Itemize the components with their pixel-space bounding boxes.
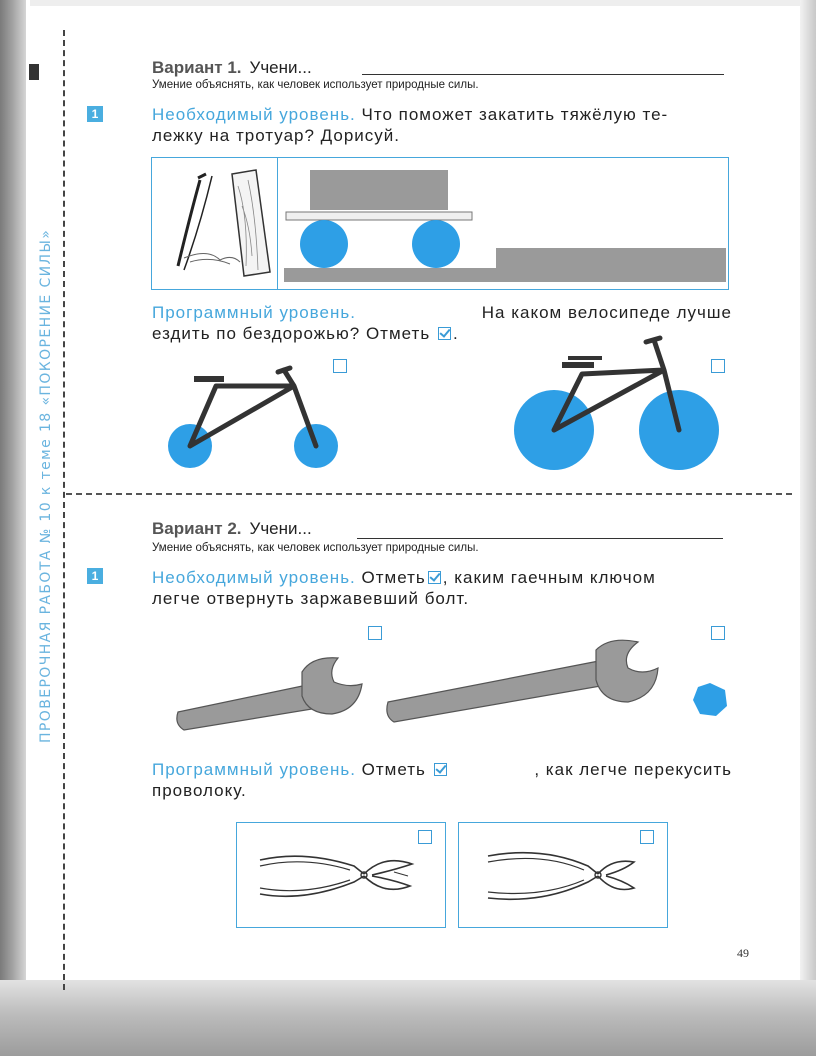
variant1-name-line: [362, 74, 724, 75]
variant1-task1-line2: лежку на тротуар? Дорисуй.: [152, 126, 400, 145]
variant1-task2-line1: На каком велосипеде лучше: [481, 303, 732, 322]
binder-mark: [29, 64, 39, 80]
variant2-heading: [152, 519, 312, 539]
check-mark-icon: [438, 327, 451, 340]
variant1-skill: Умение объяснять, как человек использует природные силы.: [152, 78, 479, 92]
variant2-task1-line2: легче отвернуть заржавевший болт.: [152, 589, 470, 608]
variant2-task2-line1b: , как легче перекусить: [534, 760, 732, 779]
fold-line: [66, 493, 792, 495]
check-mark-icon: [428, 571, 441, 584]
variant2-task2-line1a: Отметь: [361, 760, 426, 779]
pliers-long-jaw-icon: [254, 846, 424, 906]
variant1-task2-line2a: ездить по бездорожью? Отметь: [152, 324, 431, 343]
cart-on-wheels-drawing: [282, 166, 728, 284]
variant2-task1-level: Необходимый уровень.: [152, 568, 356, 587]
page-number: 49: [737, 946, 749, 960]
variant2-task-number: 1: [87, 568, 103, 584]
cut-line: [63, 30, 65, 990]
pliers-short-jaw-icon: [482, 846, 652, 906]
variant1-heading: [152, 58, 312, 78]
long-wrench-checkbox[interactable]: [711, 626, 725, 640]
variant2-task2-text: [152, 759, 732, 801]
variant1-pupil: Учени...: [249, 58, 312, 77]
variant2-task2-level: Программный уровень.: [152, 760, 356, 779]
small-wheel-bicycle-drawing: [166, 362, 346, 472]
scan-edge-top: [30, 0, 800, 6]
variant2-pupil: Учени...: [249, 519, 312, 538]
variant1-task2-line2b: .: [452, 324, 459, 343]
short-wrench-drawing: [172, 652, 372, 732]
variant2-name-line: [357, 538, 723, 539]
check-mark-icon: [434, 763, 447, 776]
variant2-label: Вариант 2.: [152, 519, 242, 538]
variant2-task1-text: [152, 567, 732, 609]
scan-edge-right: [800, 0, 816, 990]
bolt-hex-icon: [692, 682, 728, 718]
variant2-task1-line1b: , каким гаечным ключом: [442, 568, 656, 587]
long-wrench-drawing: [384, 640, 674, 730]
pliers-right-checkbox[interactable]: [640, 830, 654, 844]
variant2-skill: Умение объяснять, как человек использует природные силы.: [152, 541, 479, 555]
scan-edge-bottom: [0, 980, 816, 1056]
variant2-task1-line1a: Отметь: [361, 568, 426, 587]
tools-lever-board-icon: [160, 166, 272, 284]
scan-edge-left: [0, 0, 26, 1000]
pliers-left-checkbox[interactable]: [418, 830, 432, 844]
variant1-task-number: 1: [87, 106, 103, 122]
short-wrench-checkbox[interactable]: [368, 626, 382, 640]
cart-frame-divider: [277, 158, 278, 289]
large-wheel-bicycle-drawing: [514, 332, 724, 472]
variant1-label: Вариант 1.: [152, 58, 242, 77]
side-title: ПРОВЕРОЧНАЯ РАБОТА № 10 к теме 18 «ПОКОРЕНИЕ СИЛЫ»: [38, 228, 54, 743]
variant2-task2-line2: проволоку.: [152, 781, 247, 800]
variant1-task1-level: Необходимый уровень.: [152, 105, 356, 124]
variant1-task2-level: Программный уровень.: [152, 303, 356, 322]
variant1-task1-text: [152, 104, 732, 146]
variant1-task1-line1: Что поможет закатить тяжёлую те-: [361, 105, 669, 124]
